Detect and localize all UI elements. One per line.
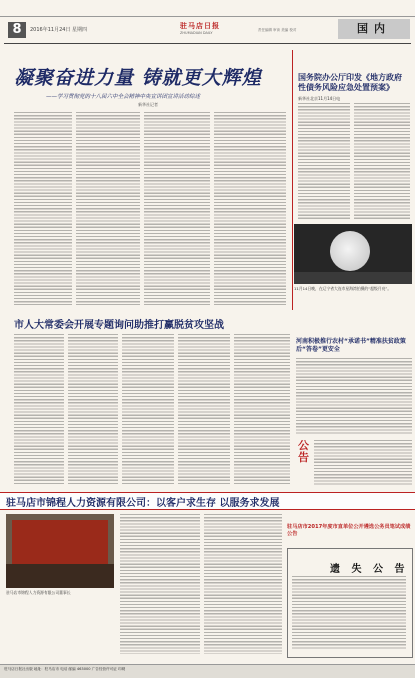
editors-line: 责任编辑 审读 美编 校对 (258, 28, 297, 32)
section-label: 国内 (338, 19, 410, 39)
moon-photo (294, 224, 412, 284)
second-article-title: 市人大常委会开展专题询问助推打赢脱贫攻坚战 (14, 320, 224, 331)
right-article-col-1 (298, 103, 350, 221)
masthead-rule (4, 43, 411, 44)
ad-photo (6, 514, 114, 588)
lead-column-4 (214, 112, 286, 305)
notice-body (314, 440, 412, 486)
right-article-dateline: 新华社北京11月14日电 (298, 96, 341, 101)
moon-sea (294, 272, 412, 284)
ad-photo-desk (6, 564, 114, 588)
second-col-2 (68, 334, 118, 486)
column-divider (292, 50, 293, 310)
third-article-title: 河南积极推行农村“承诺书”精准扶贫政策后“答卷”更安全 (296, 338, 406, 353)
lead-headline: 凝聚奋进力量 铸就更大辉煌 (14, 67, 262, 89)
ad-photo-flag (12, 520, 108, 564)
paper-name: 驻马店日报 (180, 22, 220, 30)
lead-column-2 (76, 112, 140, 305)
notice-red-title: 驻马店市2017年度市直单位公开遴选公务员笔试成绩公告 (287, 524, 411, 537)
ad-banner: 驻马店市锦程人力资源有限公司：以客户求生存 以服务求发展 (6, 498, 280, 509)
second-col-5 (234, 334, 290, 486)
notice-title: 遗 失 公 告 (330, 564, 409, 575)
issue-date: 2016年11月24日 星期四 (30, 27, 88, 33)
lead-column-1 (14, 112, 72, 305)
page-number: 8 (8, 22, 26, 38)
right-article-title: 国务院办公厅印发《地方政府性债务风险应急处置预案》 (298, 73, 402, 92)
notice-label: 公告 (298, 439, 309, 464)
paper-name-en: ZHUMADIAN DAILY (180, 31, 213, 35)
ad-col-1 (120, 514, 200, 654)
third-col (296, 358, 412, 434)
moon-caption: 11月14日晚，在辽宁省大连市星海湾拍摄的“超级月亮”。 (294, 286, 392, 291)
lead-subhead: ——学习贯彻党的十八届六中全会精神中央宣讲团宣讲活动综述 (46, 94, 201, 100)
second-col-4 (178, 334, 230, 486)
notice-text (292, 576, 406, 650)
lead-column-3 (144, 112, 210, 305)
second-col-3 (122, 334, 174, 486)
second-col-1 (14, 334, 64, 486)
moon-orb (330, 231, 370, 271)
ad-photo-caption: 驻马店市锦程人力资源有限公司董事长 (6, 590, 71, 595)
top-strip (0, 0, 415, 17)
right-article-col-2 (354, 103, 410, 221)
ad-col-2 (204, 514, 282, 654)
lead-byline: 新华社记者 (138, 102, 158, 107)
footer-text: 驻马店日报社出版 地址：驻马店市 电话 邮编 463000 广告经营许可证 印刷 (4, 667, 126, 671)
